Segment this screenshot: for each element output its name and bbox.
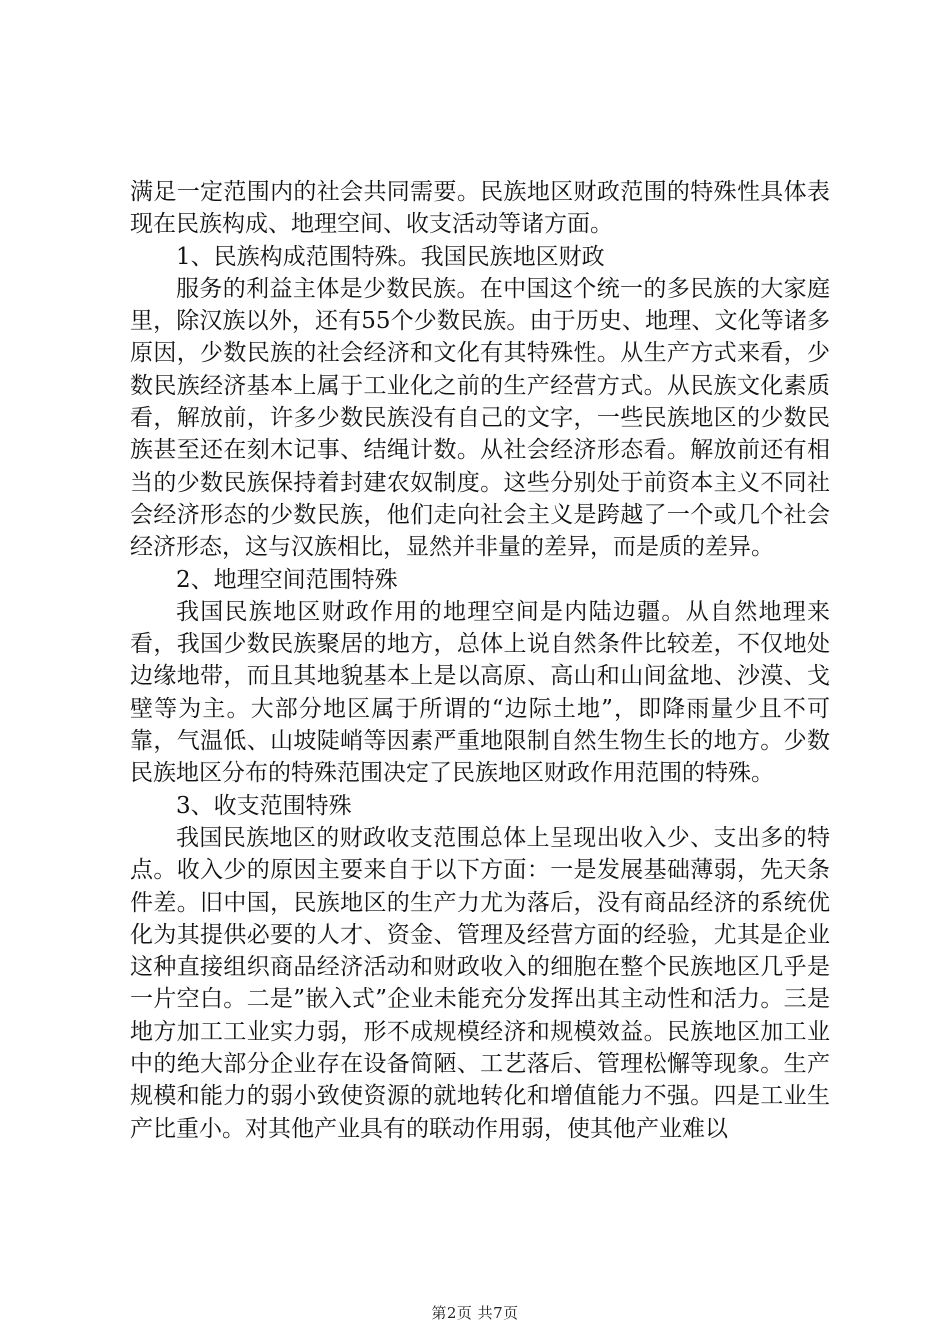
section-heading-geographic-space: 2、地理空间范围特殊 bbox=[176, 566, 398, 593]
paragraph-geographic-space: 我国民族地区财政作用的地理空间是内陆边疆。从自然地理来看，我国少数民族聚居的地方，总体上说自然条件比较差，不仅地处边缘地带，而且其地貌基本上是以高原、高山和山间盆地、沙漠、戈壁等为主。大部分地区属于所谓的“边际土地”，即降雨量少且不可靠，气温低、山坡陡峭等因素严重地限制自然生物生长的地方。少数民族地区分布的特殊范围决定了民族地区财政作用范围的特殊。 bbox=[130, 598, 830, 787]
section-heading-revenue-expenditure: 3、收支范围特殊 bbox=[176, 792, 352, 819]
paragraph-revenue-expenditure: 我国民族地区的财政收支范围总体上呈现出收入少、支出多的特点。收入少的原因主要来自于以下方面：一是发展基础薄弱，先天条件差。旧中国，民族地区的生产力尤为落后，没有商品经济的系统优化为其提供必要的人才、资金、管理及经营方面的经验，尤其是企业这种直接组织商品经济活动和财政收入的细胞在整个民族地区几乎是一片空白。二是”嵌入式”企业未能充分发挥出其主动性和活力。三是地方加工工业实力弱，形不成规模经济和规模效益。民族地区加工业中的绝大部分企业存在设备简陋、工艺落后、管理松懈等现象。生产规模和能力的弱小致使资源的就地转化和增值能力不强。四是工业生产比重小。对其他产业具有的联动作用弱，使其他产业难以 bbox=[130, 824, 830, 1142]
page-number-footer: 第2页 共7页 bbox=[431, 1304, 519, 1322]
document-body bbox=[130, 176, 830, 1145]
paragraph-ethnic-composition: 服务的利益主体是少数民族。在中国这个统一的多民族的大家庭里，除汉族以外，还有55个少数民族。由于历史、地理、文化等诸多原因，少数民族的社会经济和文化有其特殊性。从生产方式来看，少数民族经济基本上属于工业化之前的生产经营方式。从民族文化素质看，解放前，许多少数民族没有自己的文字，一些民族地区的少数民族甚至还在刻木记事、结绳计数。从社会经济形态看。解放前还有相当的少数民族保持着封建农奴制度。这些分别处于前资本主义不同社会经济形态的少数民族，他们走向社会主义是跨越了一个或几个社会经济形态，这与汉族相比，显然并非量的差异，而是质的差异。 bbox=[130, 275, 830, 561]
section-heading-ethnic-composition: 1、民族构成范围特殊。我国民族地区财政 bbox=[176, 243, 605, 270]
paragraph-intro: 满足一定范围内的社会共同需要。民族地区财政范围的特殊性具体表现在民族构成、地理空间、收支活动等诸方面。 bbox=[130, 179, 830, 238]
